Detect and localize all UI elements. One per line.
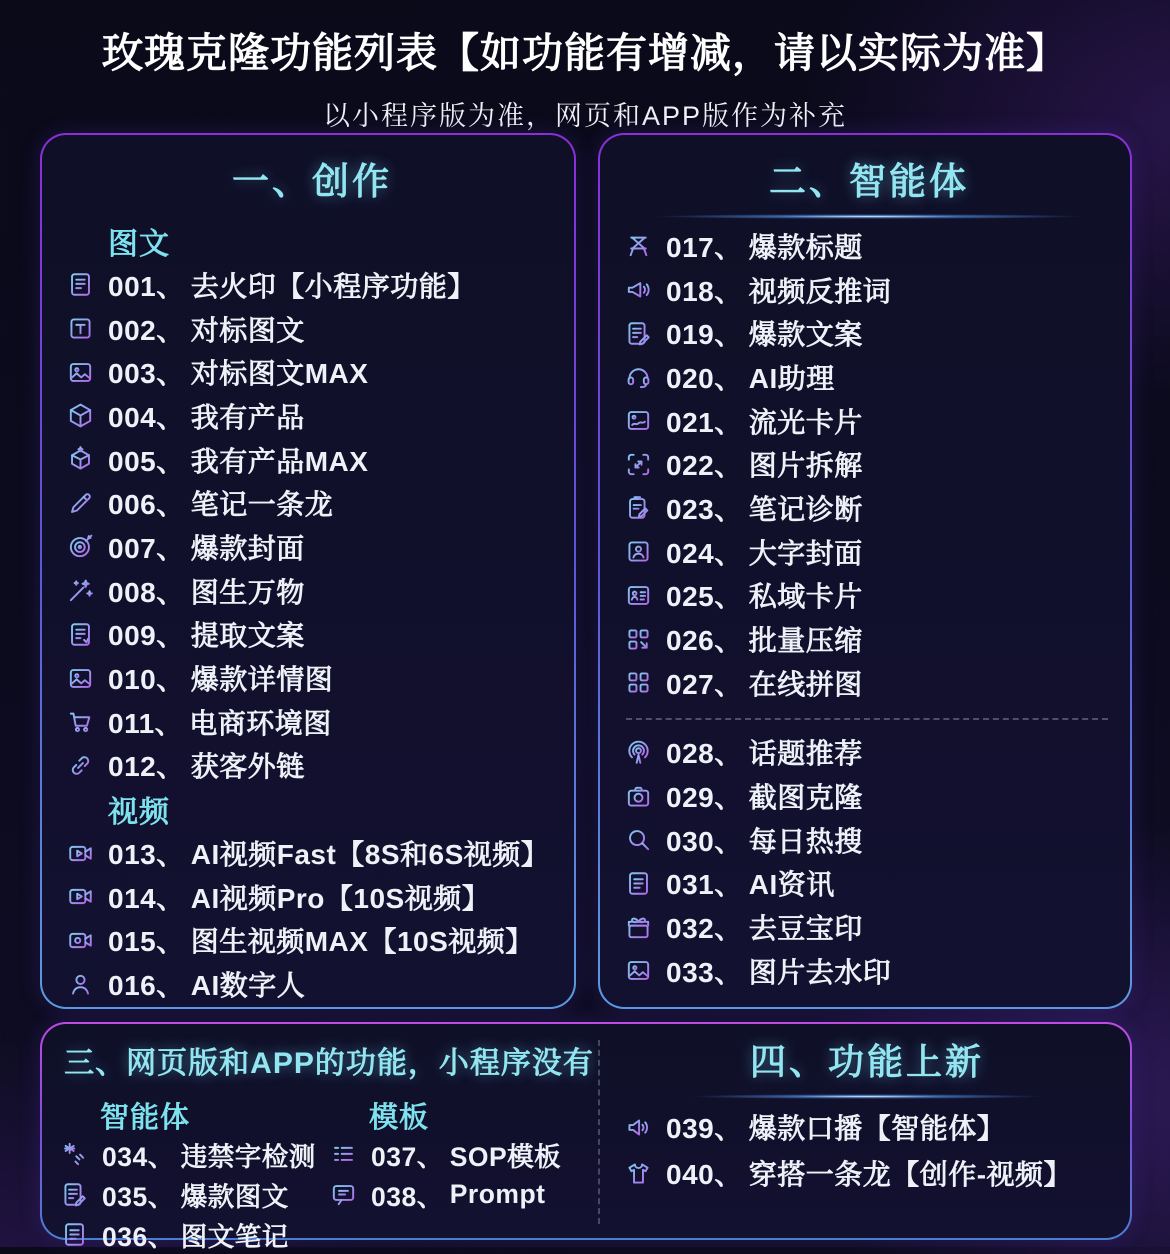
item-number: 028、: [666, 738, 743, 770]
item-number: 003、: [108, 358, 185, 390]
list-item: [624, 1104, 1118, 1150]
item-number: 019、: [666, 319, 743, 351]
item-label: 爆款文案: [748, 319, 863, 351]
item-label: 在线拼图: [748, 668, 863, 700]
item-label: Prompt: [449, 1178, 546, 1209]
item-label: 话题推荐: [748, 738, 863, 770]
item-label: AI视频Fast【8S和6S视频】: [190, 839, 550, 871]
item-number: 027、: [666, 668, 743, 700]
item-number: 001、: [108, 270, 185, 302]
item-label: 爆款图文: [180, 1181, 289, 1212]
section-web-app-only: [60, 1030, 598, 1252]
document-icon: [60, 1220, 89, 1249]
item-number: 036、: [102, 1221, 175, 1252]
list-imagetext: [66, 263, 558, 787]
panel-agents: [598, 133, 1132, 1009]
text-box-icon: [66, 314, 95, 343]
item-number: 038、: [371, 1181, 444, 1212]
section-new-features-title: 四、功能上新: [749, 1041, 984, 1082]
list-item: [66, 656, 558, 700]
list-item: [66, 394, 558, 438]
list-item: [624, 949, 1114, 993]
column-agents: [60, 1096, 329, 1254]
scan-icon: [624, 450, 653, 479]
item-label: 去火印【小程序功能】: [190, 270, 476, 302]
item-label: 流光卡片: [748, 406, 863, 438]
clipboard-pen-icon: [624, 493, 653, 522]
list-item: [624, 617, 1114, 661]
item-number: 025、: [666, 581, 743, 613]
item-label: 爆款详情图: [190, 664, 334, 696]
item-number: 034、: [102, 1141, 175, 1172]
document-edit-icon: [66, 270, 95, 299]
item-number: 013、: [108, 839, 185, 871]
list-item: [66, 919, 558, 963]
list-item: [624, 268, 1114, 312]
item-label: 获客外链: [190, 751, 305, 783]
item-label: 对标图文MAX: [190, 358, 369, 390]
item-number: 021、: [666, 406, 743, 438]
web-app-columns: [60, 1096, 598, 1254]
section-header-video: 视频: [108, 796, 170, 830]
video-play-icon: [66, 882, 95, 911]
image-icon: [66, 358, 95, 387]
target-icon: [66, 532, 95, 561]
section-web-app-only-title: 三、网页版和APP的功能，小程序没有: [64, 1047, 594, 1080]
person-icon: [66, 970, 95, 999]
item-number: 023、: [666, 493, 743, 525]
item-label: 图文笔记: [180, 1221, 289, 1252]
item-number: 024、: [666, 537, 743, 569]
list-item: [624, 311, 1114, 355]
director-chair-icon: [624, 231, 653, 260]
item-label: 图生视频MAX【10S视频】: [190, 926, 534, 958]
list-item: [66, 307, 558, 351]
item-number: 015、: [108, 926, 185, 958]
list-item: [624, 399, 1114, 443]
item-number: 016、: [108, 970, 185, 1002]
item-number: 033、: [666, 956, 743, 988]
headset-icon: [624, 362, 653, 391]
document-icon: [624, 869, 653, 898]
grid-icon: [624, 668, 653, 697]
panel-bottom: [40, 1022, 1132, 1252]
item-label: 违禁字检测: [180, 1141, 316, 1172]
dashed-divider: [626, 718, 1108, 720]
list-item: [624, 442, 1114, 486]
cart-icon: [66, 707, 95, 736]
section-header-agents: 智能体: [100, 1101, 191, 1134]
tshirt-icon: [624, 1159, 653, 1188]
glow-divider: [691, 1094, 1042, 1099]
item-number: 022、: [666, 450, 743, 482]
item-label: AI资讯: [748, 869, 835, 901]
item-label: 爆款标题: [748, 231, 863, 263]
item-number: 029、: [666, 782, 743, 814]
item-label: 提取文案: [190, 620, 305, 652]
item-label: 私域卡片: [748, 581, 863, 613]
document-extract-icon: [66, 620, 95, 649]
list-item: [624, 486, 1114, 530]
item-label: 我有产品MAX: [190, 445, 369, 477]
list-new-features: [616, 1104, 1118, 1196]
item-label: 电商环境图: [189, 707, 332, 739]
document-pen-icon: [60, 1180, 89, 1209]
glow-divider: [653, 214, 1084, 219]
camera-icon: [624, 782, 653, 811]
item-label: AI助理: [748, 362, 835, 394]
sparkle-pen-icon: [60, 1140, 89, 1169]
image-icon: [66, 664, 95, 693]
image-card-icon: [624, 406, 653, 435]
video-play-icon: [66, 839, 95, 868]
grid-arrow-icon: [624, 625, 653, 654]
list-web-agents: [60, 1134, 329, 1254]
list-item: [66, 744, 558, 788]
section-header-templates: 模板: [369, 1101, 430, 1134]
item-number: 018、: [666, 275, 743, 307]
panel-agents-body: [600, 135, 1130, 1007]
page-title: 玫瑰克隆功能列表【如功能有增减，请以实际为准】: [102, 30, 1068, 76]
item-label: 批量压缩: [748, 625, 863, 657]
item-number: 004、: [108, 401, 185, 433]
list-item: [66, 962, 558, 1006]
magic-wand-icon: [66, 576, 95, 605]
item-number: 020、: [666, 362, 743, 394]
list-web-templates: [329, 1134, 598, 1214]
list-item: [60, 1174, 329, 1214]
list-item: [60, 1214, 329, 1254]
item-label: 笔记诊断: [748, 493, 863, 525]
item-label: 对标图文: [190, 314, 305, 346]
item-number: 009、: [108, 620, 185, 652]
item-label: 每日热搜: [748, 825, 863, 857]
panel-creation-title: 一、创作: [232, 161, 392, 202]
item-number: 040、: [666, 1159, 743, 1190]
section-new-features: [600, 1030, 1118, 1234]
item-label: SOP模板: [449, 1141, 562, 1172]
panel-creation-body: [42, 135, 574, 1007]
item-label: 截图克隆: [748, 782, 863, 814]
item-number: 026、: [666, 625, 743, 657]
item-number: 030、: [666, 825, 743, 857]
item-label: AI数字人: [190, 970, 306, 1002]
list-video: [66, 831, 558, 1006]
item-number: 006、: [108, 489, 185, 521]
item-number: 037、: [371, 1141, 444, 1172]
list-item: [624, 355, 1114, 399]
item-number: 011、: [108, 707, 184, 739]
list-item: [624, 530, 1114, 574]
item-number: 012、: [108, 751, 185, 783]
list-item: [66, 350, 558, 394]
list-item: [66, 569, 558, 613]
cube-star-icon: [66, 445, 95, 474]
search-icon: [624, 825, 653, 854]
speaker-icon: [624, 1113, 653, 1142]
megaphone-icon: [624, 275, 653, 304]
section-header-imagetext: 图文: [108, 228, 170, 261]
list-item: [329, 1134, 598, 1174]
column-templates: [329, 1096, 598, 1254]
panel-agents-title: 二、智能体: [769, 161, 969, 202]
item-number: 002、: [108, 314, 185, 346]
item-number: 031、: [666, 869, 743, 901]
item-label: 图生万物: [190, 576, 305, 608]
list-item: [66, 525, 558, 569]
item-number: 017、: [666, 231, 743, 263]
card-person-icon: [624, 581, 653, 610]
item-label: 爆款口播【智能体】: [748, 1113, 1006, 1144]
chat-icon: [329, 1180, 358, 1209]
list-item: [66, 875, 558, 919]
list-item: [66, 700, 558, 744]
list-item: [624, 774, 1114, 818]
person-frame-icon: [624, 537, 653, 566]
item-label: 视频反推词: [748, 275, 892, 307]
broadcast-icon: [624, 738, 653, 767]
list-item: [66, 263, 558, 307]
video-camera-icon: [66, 926, 95, 955]
panel-creation: [40, 133, 576, 1009]
pencil-icon: [66, 489, 95, 518]
list-item: [624, 905, 1114, 949]
item-number: 014、: [108, 882, 185, 914]
item-label: 笔记一条龙: [190, 489, 334, 521]
page-subtitle: 以小程序版为准，网页和APP版作为补充: [322, 101, 848, 131]
document-pen-icon: [624, 319, 653, 348]
list-item: [624, 574, 1114, 618]
list-item: [624, 818, 1114, 862]
list-item: [66, 613, 558, 657]
template-icon: [329, 1140, 358, 1169]
list-agents-top: [624, 224, 1114, 705]
list-item: [624, 731, 1114, 775]
item-label: 穿搭一条龙【创作-视频】: [748, 1159, 1073, 1190]
gift-icon: [624, 913, 653, 942]
item-label: 我有产品: [190, 401, 305, 433]
item-label: AI视频Pro【10S视频】: [190, 882, 491, 914]
list-item: [329, 1174, 598, 1214]
item-label: 爆款封面: [190, 532, 305, 564]
list-item: [60, 1134, 329, 1174]
item-label: 图片拆解: [748, 450, 863, 482]
item-number: 032、: [666, 913, 743, 945]
item-label: 大字封面: [748, 537, 863, 569]
item-label: 去豆宝印: [748, 913, 863, 945]
list-item: [624, 862, 1114, 906]
item-number: 008、: [108, 576, 185, 608]
item-label: 图片去水印: [748, 956, 892, 988]
item-number: 007、: [108, 532, 185, 564]
list-item: [66, 831, 558, 875]
list-item: [66, 481, 558, 525]
list-item: [66, 438, 558, 482]
cube-icon: [66, 401, 95, 430]
list-item: [624, 661, 1114, 705]
list-item: [624, 1150, 1118, 1196]
item-number: 035、: [102, 1181, 175, 1212]
link-icon: [66, 751, 95, 780]
item-number: 005、: [108, 445, 185, 477]
list-item: [624, 224, 1114, 268]
item-number: 010、: [108, 664, 185, 696]
item-number: 039、: [666, 1113, 743, 1144]
list-agents-bottom: [624, 731, 1114, 993]
image-icon: [624, 956, 653, 985]
panel-bottom-body: [42, 1024, 1130, 1252]
